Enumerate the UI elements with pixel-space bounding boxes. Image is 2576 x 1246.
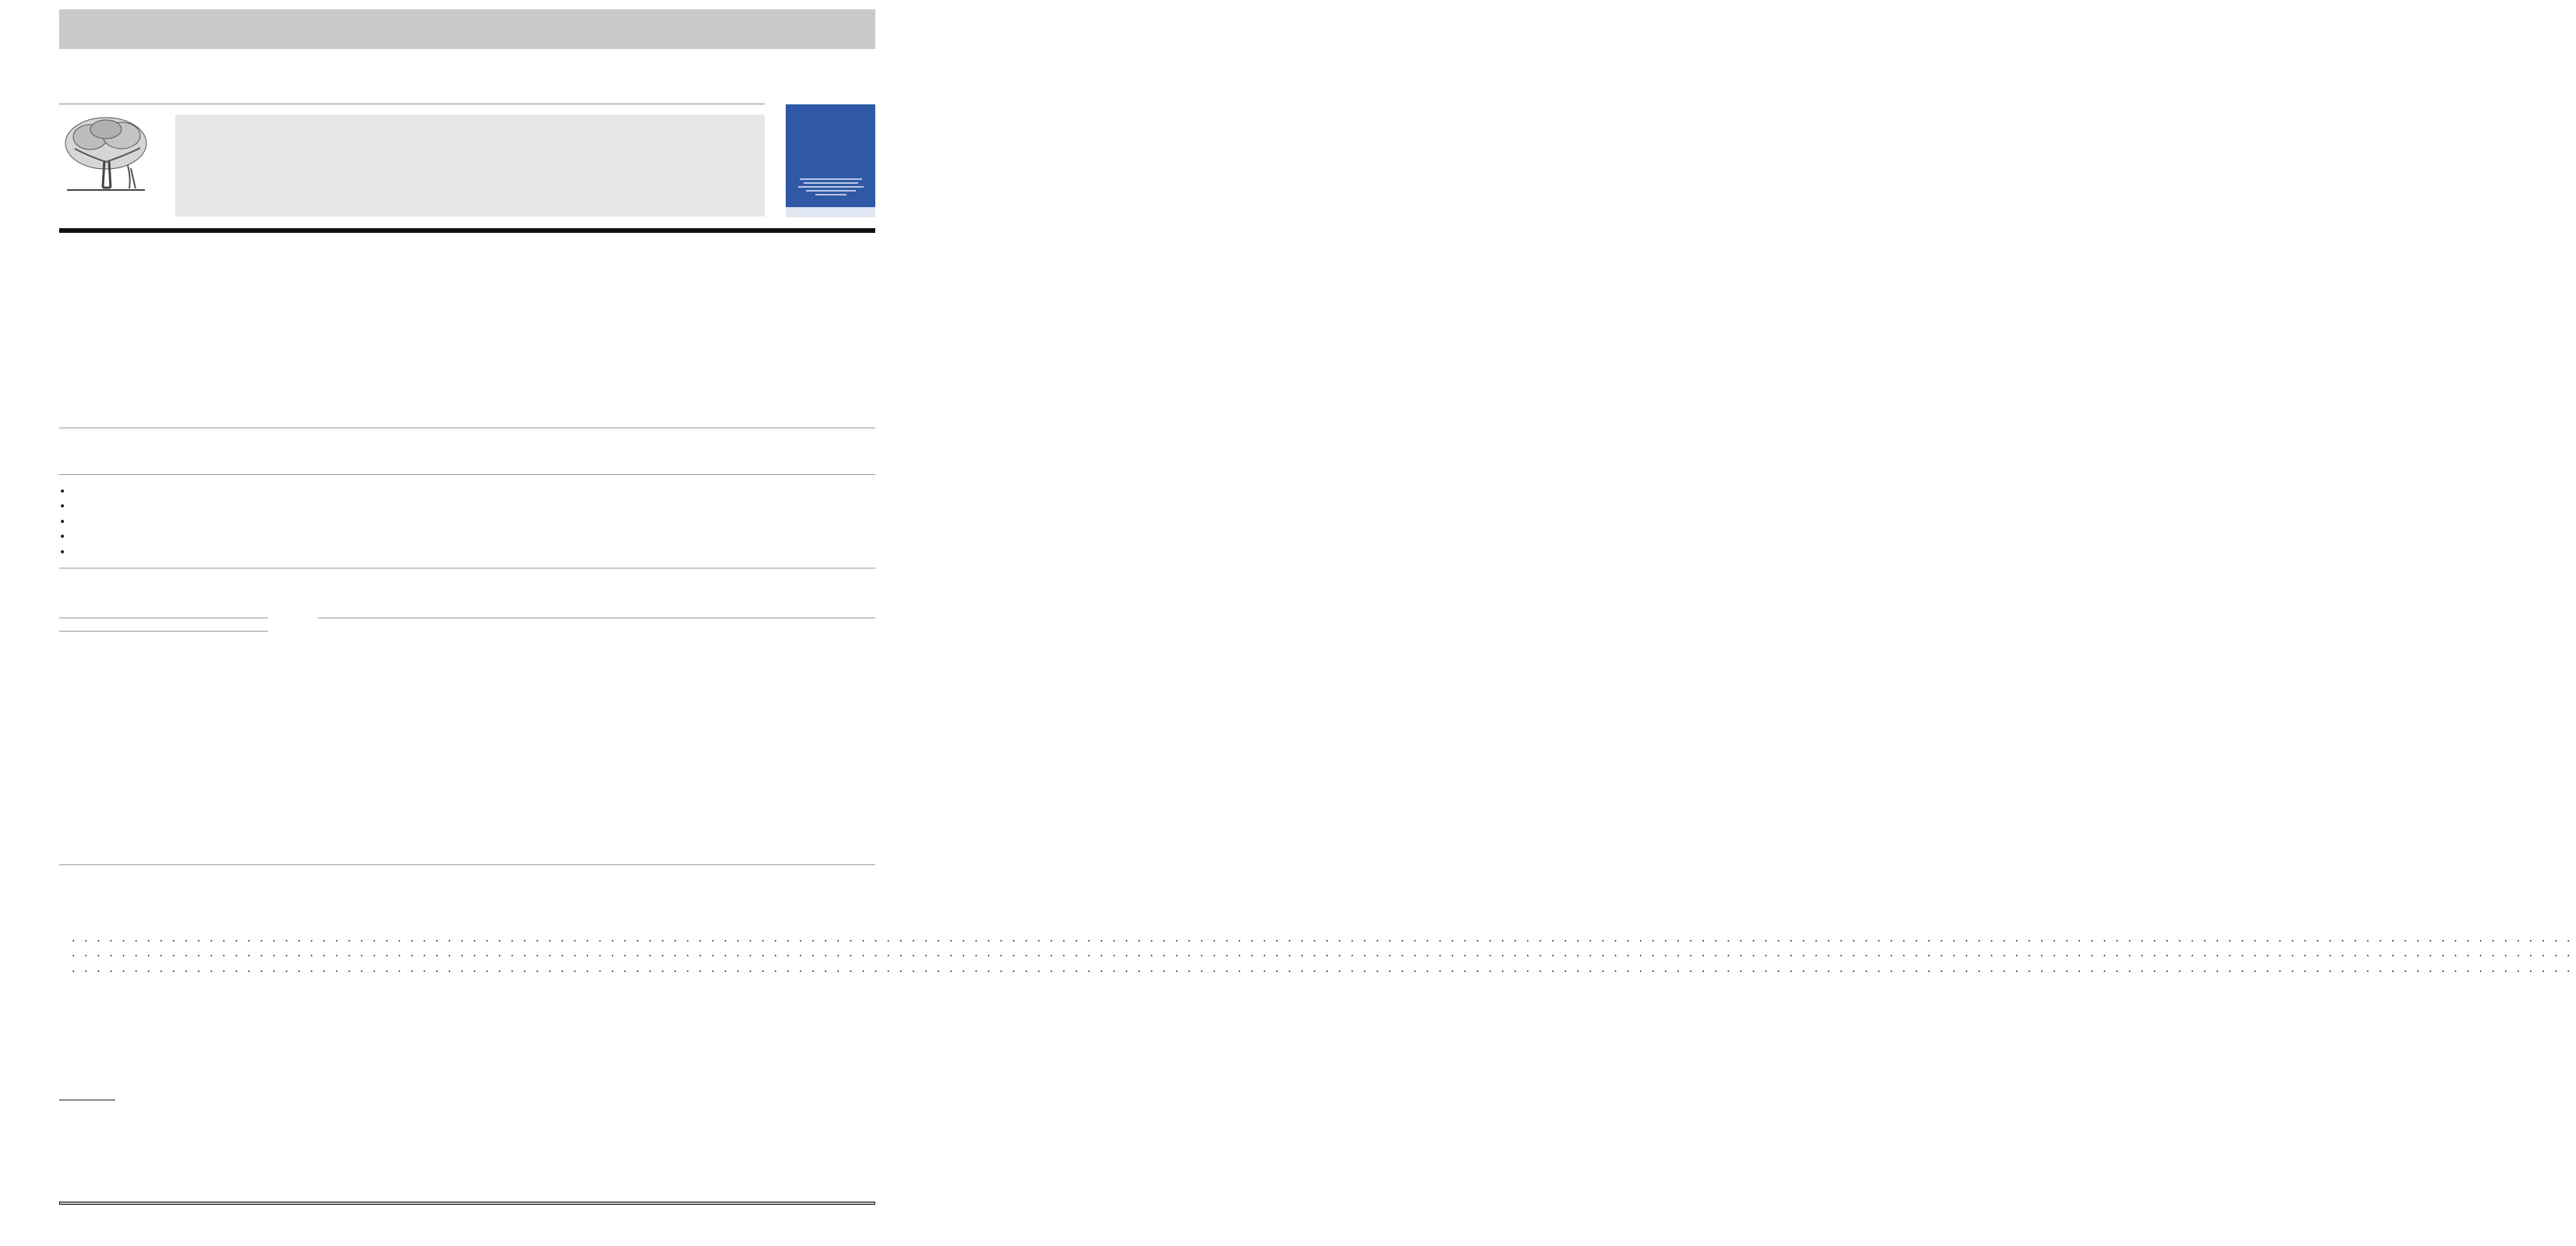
section-rule: [59, 864, 875, 865]
section-rule: [59, 474, 875, 475]
cover-subtext: [792, 176, 870, 207]
elsevier-tree-icon: [59, 114, 153, 195]
toc-entry[interactable]: [59, 932, 2574, 947]
highlight-item: [59, 485, 68, 500]
journal-cover-image: [786, 104, 875, 217]
corresponding-author-note: [59, 1104, 78, 1119]
highlight-item: [59, 500, 68, 515]
masthead-rule: [59, 228, 875, 233]
table-of-contents: [59, 932, 2574, 977]
toc-entry[interactable]: [59, 962, 2574, 977]
article-in-press-banner: [59, 9, 875, 49]
highlight-item: [59, 516, 68, 530]
highlights-list: [59, 485, 68, 561]
toc-leader-dots: . . . . . . . . . . . . . . . . . . . . . . . . . . . . . . . . . . . . . . . . . . . . . . . . . . . . . . . . . . . . . . . . . . . . . . . . . . . . . . . . . . . . . . . . . . . . . . . . . . . . . . . . . . . . . . . . . . . . . . . . . . . . . . . . . . . . . . . . . . . . . . . . . . . . . . . . . . . . . . . . . . . . . . . . . . . . . . . . . . . . . . . . . . . . . . . . . . . . . . . .: [72, 962, 2574, 975]
cover-footer: [786, 207, 875, 217]
elsevier-logo: [59, 114, 153, 218]
citation-box: [59, 1202, 875, 1205]
toc-entry[interactable]: [59, 947, 2574, 962]
article-info: [59, 621, 268, 637]
highlight-item: [59, 546, 68, 561]
keywords-rule: [59, 621, 268, 632]
journal-masthead: [175, 114, 765, 216]
toc-leader-dots: . . . . . . . . . . . . . . . . . . . . . . . . . . . . . . . . . . . . . . . . . . . . . . . . . . . . . . . . . . . . . . . . . . . . . . . . . . . . . . . . . . . . . . . . . . . . . . . . . . . . . . . . . . . . . . . . . . . . . . . . . . . . . . . . . . . . . . . . . . . . . . . . . . . . . . . . . . . . . . . . . . . . . . . . . . . . . . . . . . . . . . . . . . . . . . . . . . . . . . . .: [72, 947, 2574, 960]
toc-leader-dots: . . . . . . . . . . . . . . . . . . . . . . . . . . . . . . . . . . . . . . . . . . . . . . . . . . . . . . . . . . . . . . . . . . . . . . . . . . . . . . . . . . . . . . . . . . . . . . . . . . . . . . . . . . . . . . . . . . . . . . . . . . . . . . . . . . . . . . . . . . . . . . . . . . . . . . . . . . . . . . . . . . . . . . . . . . . . . . . . . . . . . . . . . . . . . . . . . . . . . . . .: [72, 932, 2574, 945]
author-list: [59, 369, 62, 388]
footnote: [59, 1104, 78, 1119]
highlight-item: [59, 530, 68, 545]
